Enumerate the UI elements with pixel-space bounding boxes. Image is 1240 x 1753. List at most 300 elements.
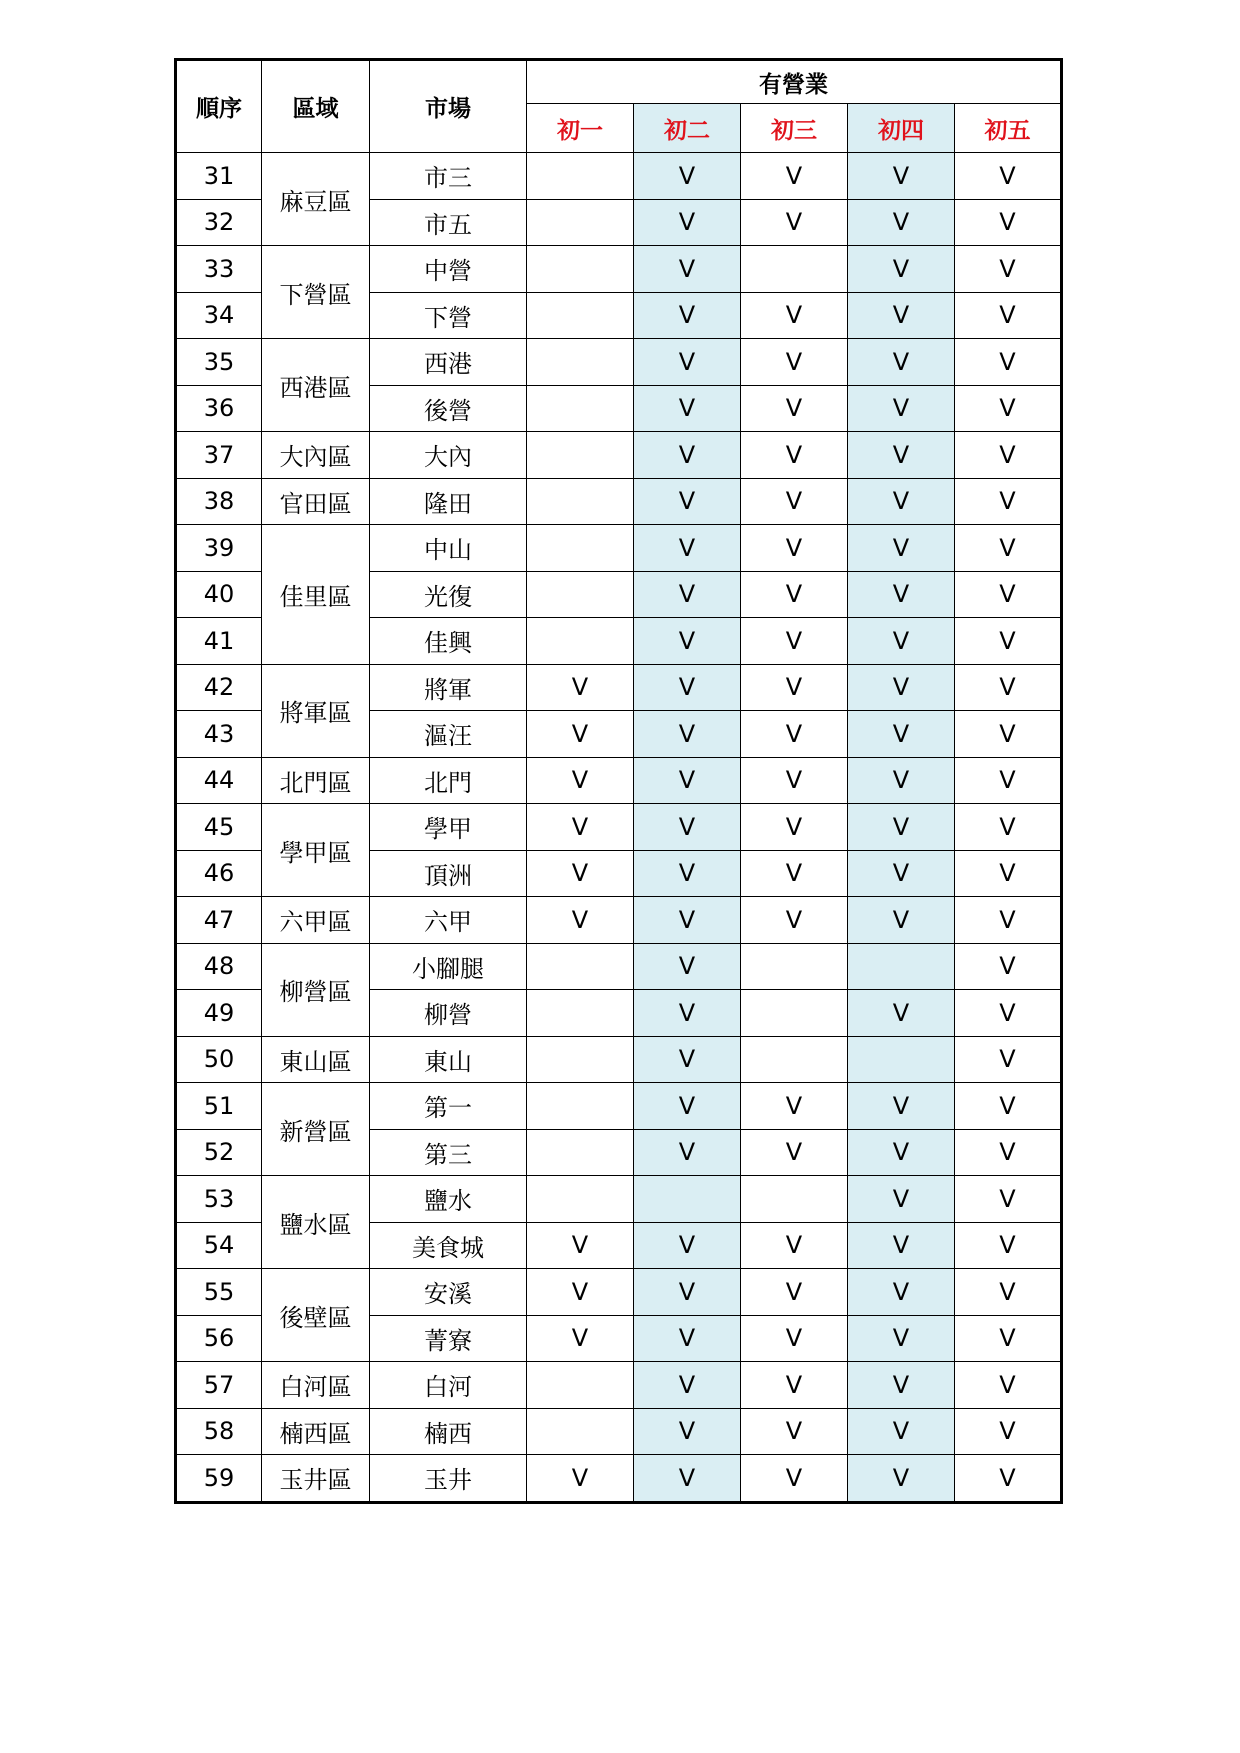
open-mark: V (571, 812, 589, 841)
table-row (176, 432, 1062, 479)
open-mark: V (999, 347, 1016, 376)
day-3-cell (741, 525, 848, 572)
day-5-cell (955, 850, 1062, 897)
open-mark: V (999, 580, 1016, 609)
day-2-cell (634, 153, 741, 200)
seq-cell: 45 (176, 804, 262, 851)
day-5-cell (955, 153, 1062, 200)
district-cell: 佳里區 (262, 525, 370, 665)
seq-cell: 58 (176, 1408, 262, 1455)
day-3-cell (741, 478, 848, 525)
day-2-cell (634, 432, 741, 479)
seq-cell: 59 (176, 1455, 262, 1503)
open-mark: V (571, 1324, 589, 1353)
day-3-cell (741, 1315, 848, 1362)
seq-cell: 42 (176, 664, 262, 711)
day-5-cell (955, 804, 1062, 851)
open-mark: V (678, 812, 696, 841)
day-3-cell (741, 618, 848, 665)
market-cell: 大內 (370, 432, 527, 479)
market-cell: 第三 (370, 1129, 527, 1176)
table-row (176, 1036, 1062, 1083)
day-4-cell (848, 1362, 955, 1409)
market-cell: 學甲 (370, 804, 527, 851)
seq-cell: 34 (176, 292, 262, 339)
day-1-cell (527, 1129, 634, 1176)
open-mark: V (571, 1231, 589, 1260)
market-cell: 東山 (370, 1036, 527, 1083)
day-1-cell (527, 757, 634, 804)
open-mark: V (999, 952, 1016, 981)
open-mark: V (678, 254, 696, 283)
day-4-cell (848, 432, 955, 479)
seq-cell: 38 (176, 478, 262, 525)
day-3-cell (741, 757, 848, 804)
day-2-cell (634, 478, 741, 525)
district-cell: 玉井區 (262, 1455, 370, 1503)
open-mark: V (785, 719, 803, 748)
district-cell: 學甲區 (262, 804, 370, 897)
day-3-cell (741, 804, 848, 851)
open-mark: V (785, 1091, 803, 1120)
open-mark: V (999, 1463, 1016, 1492)
open-mark: V (678, 533, 696, 562)
open-mark: V (678, 440, 696, 469)
open-mark: V (999, 766, 1016, 795)
day-1-cell (527, 711, 634, 758)
open-mark: V (892, 998, 910, 1027)
seq-cell: 40 (176, 571, 262, 618)
open-mark: V (892, 1138, 910, 1167)
open-mark: V (785, 394, 803, 423)
open-mark: V (785, 905, 803, 934)
day-1-cell (527, 478, 634, 525)
day-4-cell (848, 292, 955, 339)
day-4-cell (848, 1455, 955, 1503)
day-4-cell (848, 943, 955, 990)
seq-cell: 51 (176, 1083, 262, 1130)
open-mark: V (785, 673, 803, 702)
open-mark: V (892, 440, 910, 469)
day-3-cell (741, 292, 848, 339)
day-5-cell (955, 292, 1062, 339)
open-mark: V (571, 905, 589, 934)
day-1-cell (527, 990, 634, 1037)
open-mark: V (785, 347, 803, 376)
open-mark: V (892, 1463, 910, 1492)
table-row (176, 478, 1062, 525)
district-cell: 白河區 (262, 1362, 370, 1409)
open-mark: V (892, 1417, 910, 1446)
open-mark: V (785, 533, 803, 562)
table-row (176, 897, 1062, 944)
market-cell: 下營 (370, 292, 527, 339)
day-4-cell (848, 1315, 955, 1362)
seq-cell: 46 (176, 850, 262, 897)
day-4-cell (848, 525, 955, 572)
day-1-cell (527, 199, 634, 246)
open-mark: V (999, 719, 1016, 748)
table-header (176, 60, 1062, 153)
market-cell: 市三 (370, 153, 527, 200)
day-4-cell (848, 1083, 955, 1130)
day-4-cell (848, 618, 955, 665)
day-5-cell (955, 1455, 1062, 1503)
header-day-2: 初二 (634, 104, 741, 153)
open-mark: V (999, 626, 1016, 655)
day-5-cell (955, 943, 1062, 990)
day-2-cell (634, 1269, 741, 1316)
open-mark: V (678, 673, 696, 702)
day-3-cell (741, 246, 848, 293)
day-2-cell (634, 990, 741, 1037)
open-mark: V (678, 1463, 696, 1492)
open-mark: V (892, 1231, 910, 1260)
day-5-cell (955, 525, 1062, 572)
day-1-cell (527, 1176, 634, 1223)
day-4-cell (848, 153, 955, 200)
district-cell: 東山區 (262, 1036, 370, 1083)
open-mark: V (785, 1417, 803, 1446)
open-mark: V (892, 208, 910, 237)
open-mark: V (678, 1324, 696, 1353)
table-row (176, 804, 1062, 851)
day-3-cell (741, 1222, 848, 1269)
open-mark: V (892, 580, 910, 609)
day-2-cell (634, 1408, 741, 1455)
day-3-cell (741, 943, 848, 990)
open-mark: V (999, 1370, 1016, 1399)
day-2-cell (634, 850, 741, 897)
open-mark: V (785, 440, 803, 469)
day-3-cell (741, 711, 848, 758)
day-1-cell (527, 1222, 634, 1269)
open-mark: V (785, 1277, 803, 1306)
day-4-cell (848, 571, 955, 618)
open-mark: V (678, 859, 696, 888)
open-mark: V (678, 1370, 696, 1399)
open-mark: V (678, 766, 696, 795)
table-row (176, 1269, 1062, 1316)
day-4-cell (848, 246, 955, 293)
day-5-cell (955, 246, 1062, 293)
open-mark: V (571, 766, 589, 795)
open-mark: V (892, 859, 910, 888)
open-mark: V (785, 208, 803, 237)
header-seq: 順序 (176, 60, 262, 153)
open-mark: V (785, 487, 803, 516)
day-4-cell (848, 385, 955, 432)
market-cell: 安溪 (370, 1269, 527, 1316)
day-5-cell (955, 339, 1062, 386)
day-3-cell (741, 1455, 848, 1503)
header-day-3: 初三 (741, 104, 848, 153)
day-3-cell (741, 571, 848, 618)
open-mark: V (999, 1417, 1016, 1446)
open-mark: V (785, 161, 803, 190)
day-3-cell (741, 385, 848, 432)
open-mark: V (892, 487, 910, 516)
market-cell: 小腳腿 (370, 943, 527, 990)
day-2-cell (634, 385, 741, 432)
open-mark: V (999, 673, 1016, 702)
open-mark: V (892, 626, 910, 655)
day-5-cell (955, 1083, 1062, 1130)
open-mark: V (892, 394, 910, 423)
header-day-4: 初四 (848, 104, 955, 153)
day-3-cell (741, 1269, 848, 1316)
seq-cell: 52 (176, 1129, 262, 1176)
seq-cell: 53 (176, 1176, 262, 1223)
district-cell: 下營區 (262, 246, 370, 339)
open-mark: V (999, 533, 1016, 562)
district-cell: 北門區 (262, 757, 370, 804)
day-5-cell (955, 618, 1062, 665)
day-3-cell (741, 664, 848, 711)
seq-cell: 43 (176, 711, 262, 758)
day-2-cell (634, 711, 741, 758)
open-mark: V (785, 301, 803, 330)
market-cell: 佳興 (370, 618, 527, 665)
market-cell: 柳營 (370, 990, 527, 1037)
open-mark: V (678, 208, 696, 237)
market-cell: 中山 (370, 525, 527, 572)
header-day-1: 初一 (527, 104, 634, 153)
day-4-cell (848, 1269, 955, 1316)
day-5-cell (955, 1222, 1062, 1269)
open-mark: V (892, 254, 910, 283)
market-cell: 中營 (370, 246, 527, 293)
open-mark: V (892, 301, 910, 330)
seq-cell: 32 (176, 199, 262, 246)
table-row (176, 246, 1062, 293)
open-mark: V (678, 998, 696, 1027)
day-5-cell (955, 990, 1062, 1037)
open-mark: V (785, 859, 803, 888)
open-mark: V (678, 905, 696, 934)
market-cell: 鹽水 (370, 1176, 527, 1223)
day-4-cell (848, 199, 955, 246)
day-4-cell (848, 897, 955, 944)
open-mark: V (785, 580, 803, 609)
day-5-cell (955, 1408, 1062, 1455)
district-cell: 柳營區 (262, 943, 370, 1036)
open-mark: V (892, 673, 910, 702)
day-1-cell (527, 1362, 634, 1409)
table-row (176, 943, 1062, 990)
day-2-cell (634, 571, 741, 618)
day-3-cell (741, 1408, 848, 1455)
market-cell: 西港 (370, 339, 527, 386)
open-mark: V (678, 626, 696, 655)
header-market: 市場 (370, 60, 527, 153)
table-row (176, 153, 1062, 200)
day-2-cell (634, 664, 741, 711)
open-mark: V (678, 347, 696, 376)
market-cell: 白河 (370, 1362, 527, 1409)
open-mark: V (999, 440, 1016, 469)
seq-cell: 54 (176, 1222, 262, 1269)
open-mark: V (785, 1138, 803, 1167)
seq-cell: 56 (176, 1315, 262, 1362)
market-schedule-table (174, 58, 1063, 1504)
seq-cell: 41 (176, 618, 262, 665)
open-mark: V (999, 487, 1016, 516)
district-cell: 後壁區 (262, 1269, 370, 1362)
day-4-cell (848, 1408, 955, 1455)
district-cell: 新營區 (262, 1083, 370, 1176)
open-mark: V (678, 952, 696, 981)
day-3-cell (741, 339, 848, 386)
day-1-cell (527, 1315, 634, 1362)
day-2-cell (634, 339, 741, 386)
open-mark: V (678, 487, 696, 516)
open-mark: V (678, 719, 696, 748)
open-mark: V (892, 719, 910, 748)
day-1-cell (527, 1455, 634, 1503)
header-open: 有營業 (527, 60, 1062, 104)
open-mark: V (785, 1463, 803, 1492)
open-mark: V (892, 905, 910, 934)
open-mark: V (571, 1277, 589, 1306)
district-cell: 官田區 (262, 478, 370, 525)
market-cell: 玉井 (370, 1455, 527, 1503)
district-cell: 楠西區 (262, 1408, 370, 1455)
market-cell: 隆田 (370, 478, 527, 525)
open-mark: V (999, 208, 1016, 237)
open-mark: V (892, 347, 910, 376)
open-mark: V (892, 1091, 910, 1120)
table-row (176, 339, 1062, 386)
open-mark: V (785, 812, 803, 841)
day-3-cell (741, 153, 848, 200)
open-mark: V (999, 301, 1016, 330)
day-3-cell (741, 897, 848, 944)
day-2-cell (634, 525, 741, 572)
open-mark: V (571, 719, 589, 748)
table-row (176, 525, 1062, 572)
open-mark: V (785, 1370, 803, 1399)
open-mark: V (785, 1324, 803, 1353)
market-cell: 市五 (370, 199, 527, 246)
seq-cell: 37 (176, 432, 262, 479)
seq-cell: 35 (176, 339, 262, 386)
open-mark: V (892, 766, 910, 795)
open-mark: V (999, 859, 1016, 888)
day-2-cell (634, 1362, 741, 1409)
open-mark: V (678, 1045, 696, 1074)
day-1-cell (527, 432, 634, 479)
day-2-cell (634, 1083, 741, 1130)
day-2-cell (634, 1315, 741, 1362)
table-body (176, 153, 1062, 1503)
day-5-cell (955, 1315, 1062, 1362)
day-5-cell (955, 571, 1062, 618)
day-3-cell (741, 1129, 848, 1176)
day-4-cell (848, 339, 955, 386)
table-row (176, 664, 1062, 711)
day-1-cell (527, 804, 634, 851)
table-row (176, 1083, 1062, 1130)
table-row (176, 1362, 1062, 1409)
day-1-cell (527, 571, 634, 618)
day-2-cell (634, 292, 741, 339)
open-mark: V (678, 1417, 696, 1446)
day-2-cell (634, 943, 741, 990)
market-cell: 將軍 (370, 664, 527, 711)
open-mark: V (999, 1231, 1016, 1260)
open-mark: V (999, 1184, 1016, 1213)
seq-cell: 47 (176, 897, 262, 944)
day-1-cell (527, 943, 634, 990)
day-1-cell (527, 1269, 634, 1316)
day-5-cell (955, 1176, 1062, 1223)
open-mark: V (678, 1138, 696, 1167)
day-3-cell (741, 990, 848, 1037)
open-mark: V (892, 1277, 910, 1306)
open-mark: V (999, 998, 1016, 1027)
day-1-cell (527, 664, 634, 711)
day-3-cell (741, 199, 848, 246)
seq-cell: 55 (176, 1269, 262, 1316)
header-day-5: 初五 (955, 104, 1062, 153)
day-5-cell (955, 385, 1062, 432)
open-mark: V (785, 626, 803, 655)
day-5-cell (955, 711, 1062, 758)
day-3-cell (741, 850, 848, 897)
seq-cell: 31 (176, 153, 262, 200)
day-2-cell (634, 1036, 741, 1083)
table-row (176, 757, 1062, 804)
market-cell: 漚汪 (370, 711, 527, 758)
open-mark: V (999, 1277, 1016, 1306)
day-2-cell (634, 199, 741, 246)
day-5-cell (955, 432, 1062, 479)
open-mark: V (678, 1231, 696, 1260)
day-5-cell (955, 664, 1062, 711)
open-mark: V (999, 254, 1016, 283)
day-2-cell (634, 1455, 741, 1503)
day-5-cell (955, 199, 1062, 246)
day-2-cell (634, 618, 741, 665)
day-5-cell (955, 1129, 1062, 1176)
seq-cell: 36 (176, 385, 262, 432)
open-mark: V (999, 812, 1016, 841)
table-row (176, 1408, 1062, 1455)
market-cell: 光復 (370, 571, 527, 618)
open-mark: V (678, 1091, 696, 1120)
district-cell: 將軍區 (262, 664, 370, 757)
day-1-cell (527, 153, 634, 200)
header-district: 區域 (262, 60, 370, 153)
day-2-cell (634, 1222, 741, 1269)
day-4-cell (848, 1129, 955, 1176)
day-4-cell (848, 664, 955, 711)
market-cell: 後營 (370, 385, 527, 432)
day-1-cell (527, 1083, 634, 1130)
open-mark: V (892, 533, 910, 562)
day-3-cell (741, 432, 848, 479)
seq-cell: 33 (176, 246, 262, 293)
day-5-cell (955, 1362, 1062, 1409)
day-5-cell (955, 1269, 1062, 1316)
day-1-cell (527, 1408, 634, 1455)
day-1-cell (527, 246, 634, 293)
market-cell: 六甲 (370, 897, 527, 944)
open-mark: V (678, 161, 696, 190)
day-5-cell (955, 897, 1062, 944)
day-2-cell (634, 1176, 741, 1223)
